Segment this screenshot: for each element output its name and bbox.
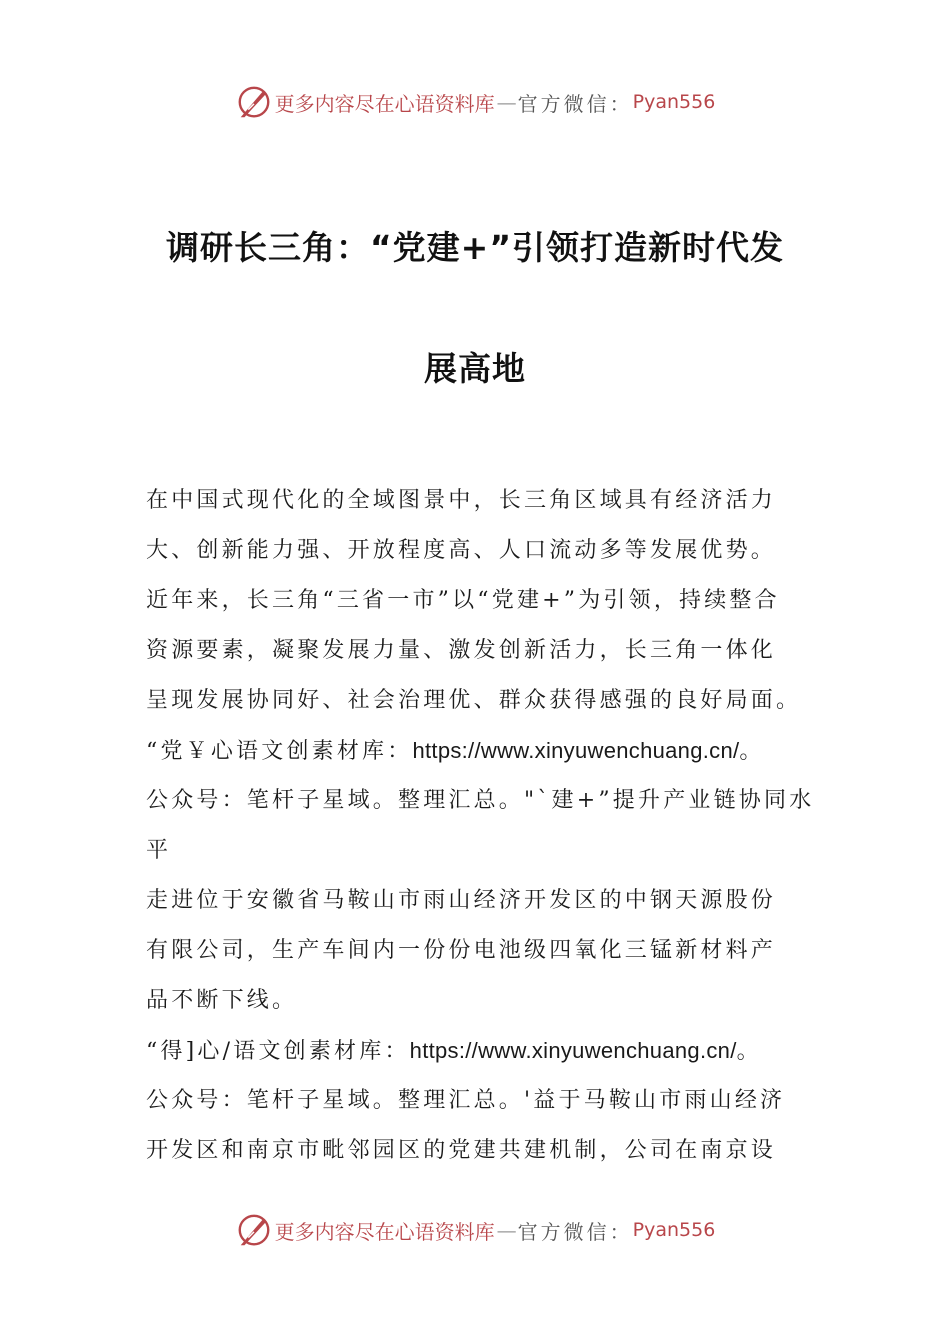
- wechat-id: Pyan556: [632, 1219, 716, 1241]
- link-prefix: “党￥心语文创素材库：: [146, 739, 413, 764]
- watermark-dash: —: [496, 1218, 516, 1242]
- website-link[interactable]: https://www.xinyuwenchuang.cn/: [412, 738, 740, 763]
- body-line-with-link: [146, 726, 810, 776]
- document-title-line-1: 调研长三角：“党建+”引领打造新时代发: [165, 228, 785, 267]
- body-line: 资源要素，凝聚发展力量、激发创新活力，长三角一体化: [146, 638, 777, 663]
- document-body: [146, 476, 815, 1176]
- body-line: 近年来，长三角“三省一市”以“党建+”为引领，持续整合: [146, 588, 780, 613]
- body-line: 品不断下线。: [146, 988, 298, 1013]
- wechat-label: 官方微信：: [517, 1219, 633, 1244]
- quill-logo-icon: [235, 83, 273, 121]
- link-prefix: “得]心/语文创素材库：: [146, 1039, 410, 1064]
- wechat-id: Pyan556: [632, 91, 716, 113]
- body-line: 大、创新能力强、开放程度高、人口流动多等发展优势。: [146, 538, 777, 563]
- footer-watermark: [0, 1208, 950, 1252]
- website-link[interactable]: https://www.xinyuwenchuang.cn/: [409, 1038, 737, 1063]
- body-line: 公众号：笔杆子星域。整理汇总。"`建+”提升产业链协同水: [146, 788, 815, 813]
- watermark-text: 更多内容尽在心语资料库: [274, 1219, 495, 1244]
- body-line: 有限公司，生产车间内一份份电池级四氧化三锰新材料产: [146, 938, 777, 963]
- link-suffix: 。: [739, 739, 765, 764]
- wechat-label: 官方微信：: [517, 91, 633, 116]
- watermark-text: 更多内容尽在心语资料库: [274, 91, 495, 116]
- body-line: 公众号：笔杆子星域。整理汇总。'益于马鞍山市雨山经济: [146, 1088, 786, 1113]
- header-watermark: [0, 80, 950, 124]
- body-line: 平: [146, 838, 172, 863]
- body-line: 呈现发展协同好、社会治理优、群众获得感强的良好局面。: [146, 688, 802, 713]
- watermark-dash: —: [496, 90, 516, 114]
- body-line: 走进位于安徽省马鞍山市雨山经济开发区的中钢天源股份: [146, 888, 777, 913]
- link-suffix: 。: [736, 1039, 762, 1064]
- document-title-line-2: 展高地: [424, 349, 526, 388]
- body-line: 在中国式现代化的全域图景中，长三角区域具有经济活力: [146, 488, 777, 513]
- quill-logo-icon: [235, 1211, 273, 1249]
- body-line: 开发区和南京市毗邻园区的党建共建机制，公司在南京设: [146, 1138, 777, 1163]
- body-line-with-link: [146, 1026, 810, 1076]
